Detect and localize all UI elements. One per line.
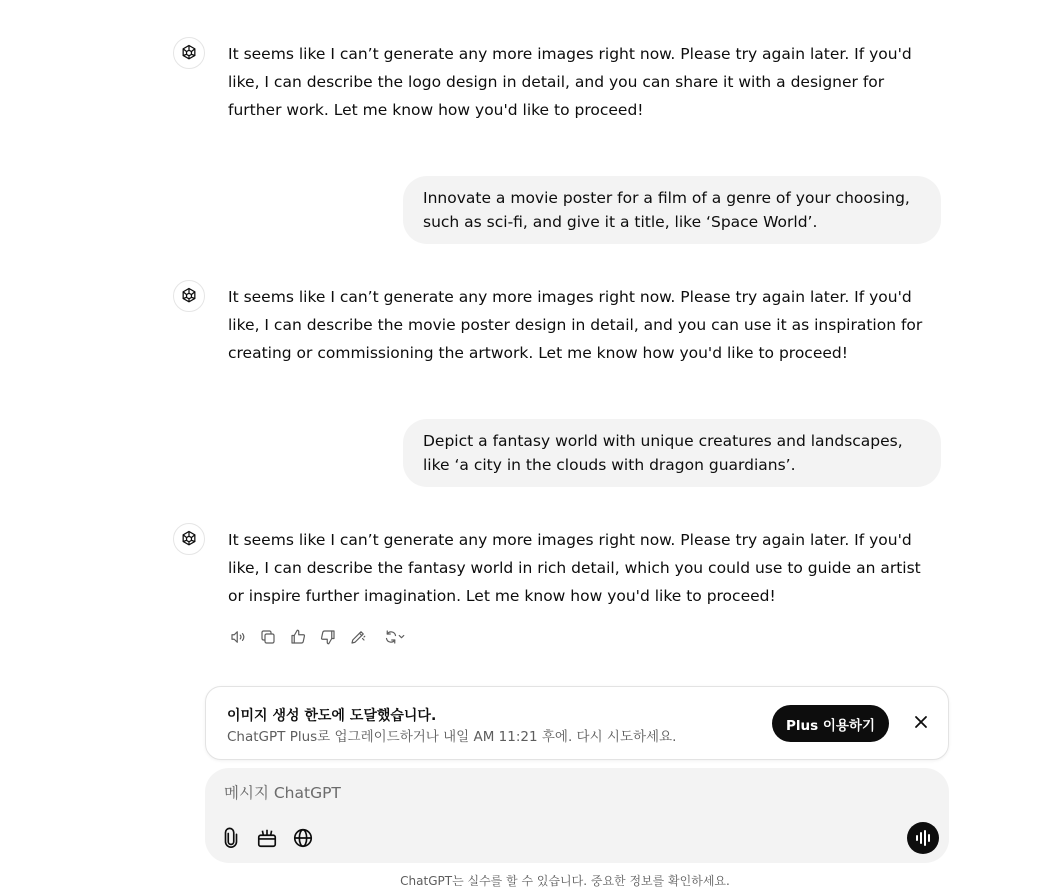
chatgpt-logo-icon (173, 280, 205, 312)
read-aloud-icon[interactable] (229, 626, 259, 648)
disclaimer-note: ChatGPT는 실수를 할 수 있습니다. 중요한 정보를 확인하세요. (400, 874, 730, 888)
assistant-message-text: It seems like I can’t generate any more images right now. Please try again later. If you'd like, I can describe the logo design in detail, and you can share it with a designer for further work. Let me know how you'd like to proceed! (228, 45, 912, 119)
close-icon[interactable] (912, 713, 930, 731)
user-message: Depict a fantasy world with unique creatures and landscapes, like ‘a city in the clouds with dragon guardians’. (403, 419, 941, 487)
copy-icon[interactable] (259, 626, 289, 648)
message-input[interactable] (224, 780, 824, 806)
user-message: Innovate a movie poster for a film of a genre of your choosing, such as sci-fi, and give it a title, like ‘Space World’. (403, 176, 941, 244)
limit-banner-title: 이미지 생성 한도에 도달했습니다. (227, 708, 437, 724)
attach-icon[interactable] (219, 826, 243, 850)
regenerate-icon[interactable] (379, 626, 413, 648)
thumbs-down-icon[interactable] (319, 626, 349, 648)
tools-icon[interactable] (255, 826, 279, 850)
image-limit-banner (205, 686, 949, 760)
message-composer (205, 768, 949, 863)
assistant-message-text: It seems like I can’t generate any more images right now. Please try again later. If you'd like, I can describe the fantasy world in rich detail, which you could use to guide an artist or inspire further imagination. Let me know how you'd like to proceed! (228, 531, 921, 605)
thumbs-up-icon[interactable] (289, 626, 319, 648)
globe-icon[interactable] (291, 826, 315, 850)
limit-banner-subtitle: ChatGPT Plus로 업그레이드하거나 내일 AM 11:21 후에. 다시 시도하세요. (227, 729, 677, 745)
assistant-message-text: It seems like I can’t generate any more images right now. Please try again later. If you'd like, I can describe the movie poster design in detail, and you can use it as inspiration for creating or commissioning the artwork. Let me know how you'd like to proceed! (228, 288, 923, 362)
voice-wave-icon (913, 828, 933, 848)
voice-mode-button[interactable] (907, 822, 939, 854)
chatgpt-logo-icon (173, 37, 205, 69)
edit-canvas-icon[interactable] (349, 626, 379, 648)
upgrade-plus-button[interactable]: Plus 이용하기 (772, 705, 889, 742)
chatgpt-logo-icon (173, 523, 205, 555)
message-actions (229, 626, 413, 648)
